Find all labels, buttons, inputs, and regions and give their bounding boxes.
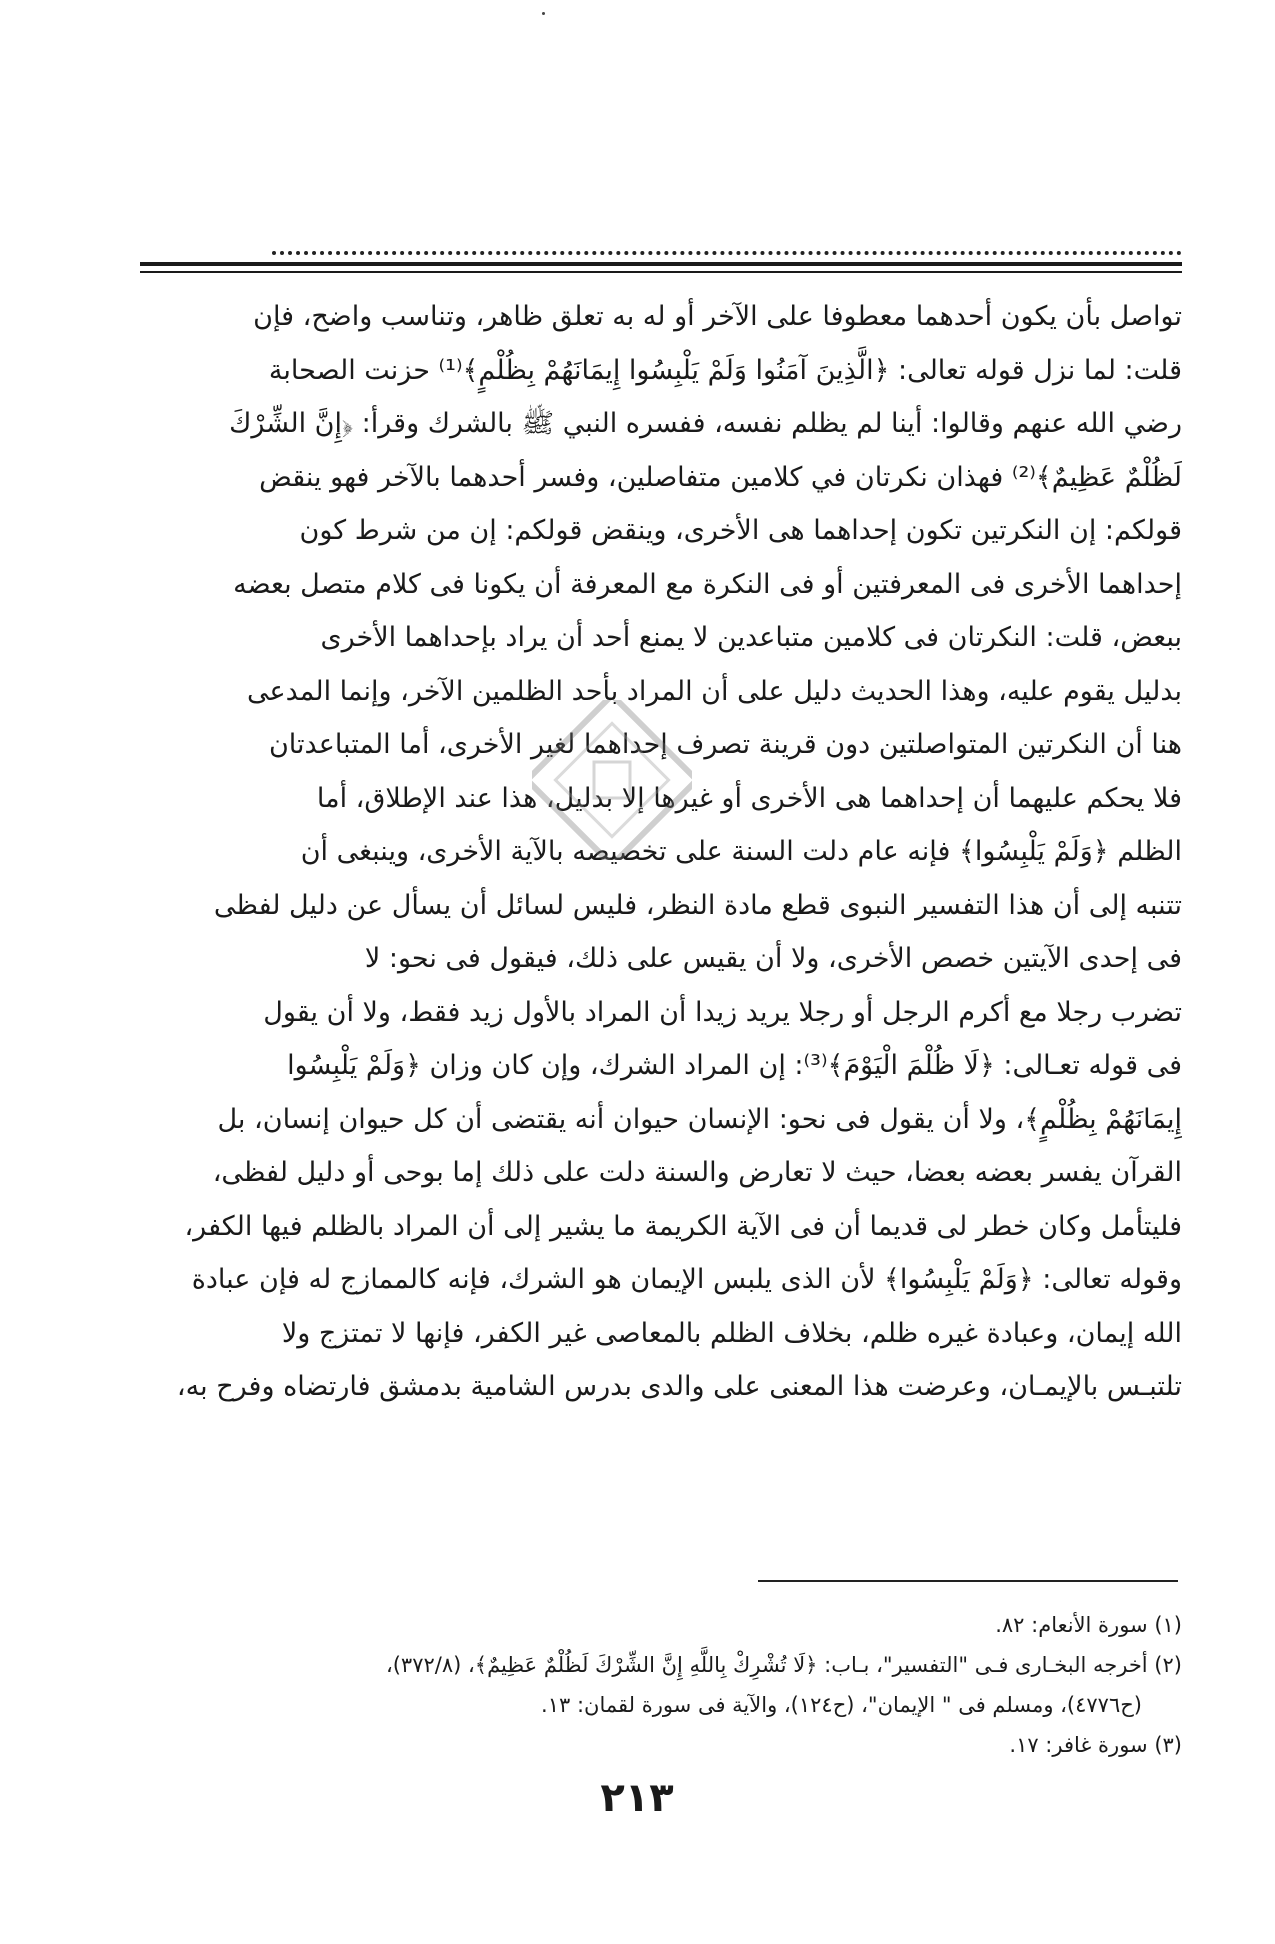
text-line: وقوله تعالى: ﴿وَلَمْ يَلْبِسُوا﴾ لأن الذى يلبس الإيمان هو الشرك، فإنه كالممازج له فإن عبادة — [191, 1264, 1182, 1295]
text-line: فلا يحكم عليهما أن إحداهما هى الأخرى أو غيرها إلا بدليل، هذا عند الإطلاق، أما — [316, 782, 1182, 814]
text-line: لَظُلْمٌ عَظِيمٌ﴾⁽²⁾ فهذان نكرتان في كلامين متفاصلين، وفسر أحدهما بالآخر فهو ينقض — [259, 461, 1182, 493]
text-line: تتنبه إلى أن هذا التفسير النبوى قطع مادة النظر، فليس لسائل أن يسأل عن دليل لفظى — [213, 889, 1182, 921]
page-mark — [542, 12, 545, 15]
text-line: إحداهما الأخرى فى المعرفتين أو فى النكرة مع المعرفة أن يكونا فى كلام متصل بعضه — [233, 568, 1182, 600]
text-line: تلتبـس بالإيمـان، وعرضت هذا المعنى على والدى بدرس الشامية بدمشق فارتضاه وفرح به، — [176, 1371, 1182, 1402]
library-stamp-watermark — [532, 700, 692, 860]
text-line: ببعض، قلت: النكرتان فى كلامين متباعدين لا يمنع أحد أن يراد بإحداهما الأخرى — [320, 622, 1182, 653]
footnotes — [140, 1605, 1182, 1765]
text-line: القرآن يفسر بعضه بعضا، حيث لا تعارض والسنة دلت على ذلك إما بوحى أو دليل لفظى، — [212, 1157, 1182, 1188]
text-line: قولكم: إن النكرتين تكون إحداهما هى الأخرى، وينقض قولكم: إن من شرط كون — [299, 515, 1182, 546]
text-line: قلت: لما نزل قوله تعالى: ﴿الَّذِينَ آمَنُوا وَلَمْ يَلْبِسُوا إِيمَانَهُمْ بِظُلْمٍ﴾⁽¹⁾ حزنت الصحابة — [268, 354, 1182, 386]
header-thin-rule — [140, 271, 1182, 273]
text-line: إِيمَانَهُمْ بِظُلْمٍ﴾، ولا أن يقول فى نحو: الإنسان حيوان أنه يقتضى أن كل حيوان إنسان، بل — [217, 1103, 1182, 1135]
footnote-separator — [758, 1580, 1178, 1582]
text-line: تضرب رجلا مع أكرم الرجل أو رجلا يريد زيدا أن المراد بالأول زيد فقط، ولا أن يقول — [263, 996, 1182, 1028]
text-line: فى قوله تعـالى: ﴿لَا ظُلْمَ الْيَوْمَ﴾⁽³⁾: إن المراد الشرك، وإن كان وزان ﴿وَلَمْ يَلْبِسُوا — [287, 1050, 1182, 1081]
page-number: ٢١٣ — [600, 1775, 674, 1821]
footnote-line: (٢) أخرجه البخـارى فـى "التفسير"، بـاب: ﴿لَا تُشْرِكْ بِاللَّهِ إِنَّ الشِّرْكَ لَظُلْمٌ عَظِيمٌ﴾، (٣٧٢/٨)، — [385, 1653, 1182, 1677]
text-line: رضي الله عنهم وقالوا: أينا لم يظلم نفسه، ففسره النبي ﷺ بالشرك وقرأ: ﴿إِنَّ الشِّرْكَ — [229, 408, 1182, 439]
text-line: فى إحدى الآيتين خصص الأخرى، ولا أن يقيس على ذلك، فيقول فى نحو: لا — [364, 943, 1182, 974]
footnote-line: (ح٤٧٧٦)، ومسلم فى " الإيمان"، (ح١٢٤)، والآية فى سورة لقمان: ١٣. — [541, 1693, 1142, 1717]
footnote-line: (٣) سورة غافر: ١٧. — [1009, 1733, 1182, 1757]
text-line: هنا أن النكرتين المتواصلتين دون قرينة تصرف إحداهما لغير الأخرى، أما المتباعدتان — [268, 729, 1182, 760]
text-line: بدليل يقوم عليه، وهذا الحديث دليل على أن المراد بأحد الظلمين الآخر، وإنما المدعى — [246, 675, 1182, 707]
text-line: الظلم ﴿وَلَمْ يَلْبِسُوا﴾ فإنه عام دلت السنة على تخصيصه بالآية الأخرى، وينبغى أن — [300, 836, 1182, 867]
text-line: فليتأمل وكان خطر لى قديما أن فى الآية الكريمة ما يشير إلى أن المراد بالظلم فيها الكفر، — [184, 1210, 1182, 1242]
text-line: تواصل بأن يكون أحدهما معطوفا على الآخر أو له به تعلق ظاهر، وتناسب واضح، فإن — [253, 301, 1182, 332]
text-line: الله إيمان، وعبادة غيره ظلم، بخلاف الظلم بالمعاصى غير الكفر، فإنها لا تمتزج ولا — [281, 1317, 1182, 1349]
header-dotted-rule — [272, 251, 1182, 255]
header-thick-rule — [140, 262, 1182, 266]
footnote-line: (١) سورة الأنعام: ٨٢. — [995, 1613, 1182, 1637]
